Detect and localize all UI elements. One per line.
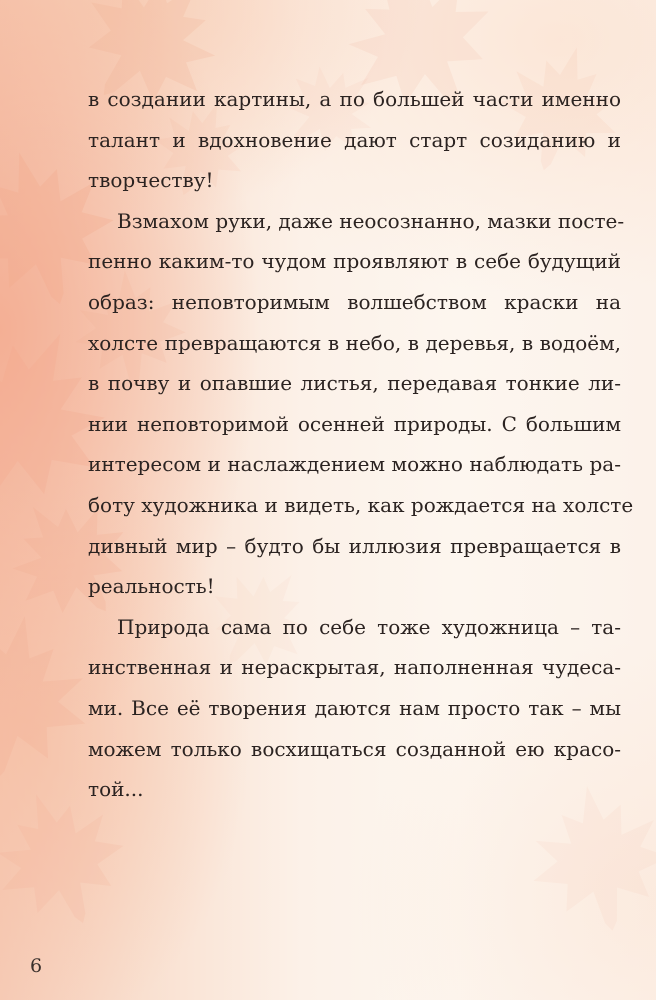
text-line: в создании картины, а по большей части именно <box>88 87 621 111</box>
text-line: талант и вдохновение дают старт созиданию и <box>88 127 621 152</box>
text-line: ми. Все её творения даются нам просто так – мы <box>88 695 621 720</box>
text-line: дивный мир – будто бы иллюзия превращается в <box>88 533 621 558</box>
body-text <box>88 79 634 810</box>
text-line: пенно каким-то чудом проявляют в себе будущий <box>88 249 621 274</box>
page-number: 6 <box>30 955 43 977</box>
text-line: творчеству! <box>88 168 214 193</box>
text-line: той... <box>88 777 144 802</box>
paragraph-1 <box>88 79 621 201</box>
text-line: инственная и нераскрытая, наполненная чудеса- <box>88 655 621 680</box>
text-line: в почву и опавшие листья, передавая тонкие ли- <box>88 371 621 396</box>
text-line: боту художника и видеть, как рождается на холсте <box>88 492 634 517</box>
paragraph-2 <box>88 201 634 607</box>
text-line: Взмахом руки, даже неосознанно, мазки посте- <box>117 208 625 233</box>
text-line: интересом и наслаждением можно наблюдать ра- <box>88 452 621 477</box>
text-line: холсте превращаются в небо, в деревья, в водоём, <box>88 330 621 355</box>
paragraph-3 <box>88 607 621 810</box>
text-line: Природа сама по себе тоже художница – та- <box>117 614 621 639</box>
text-line: можем только восхищаться созданной ею красо- <box>88 736 621 761</box>
text-line: образ: неповторимым волшебством краски на <box>88 289 621 314</box>
text-line: реальность! <box>88 574 215 599</box>
text-line: нии неповторимой осенней природы. С большим <box>88 411 621 436</box>
